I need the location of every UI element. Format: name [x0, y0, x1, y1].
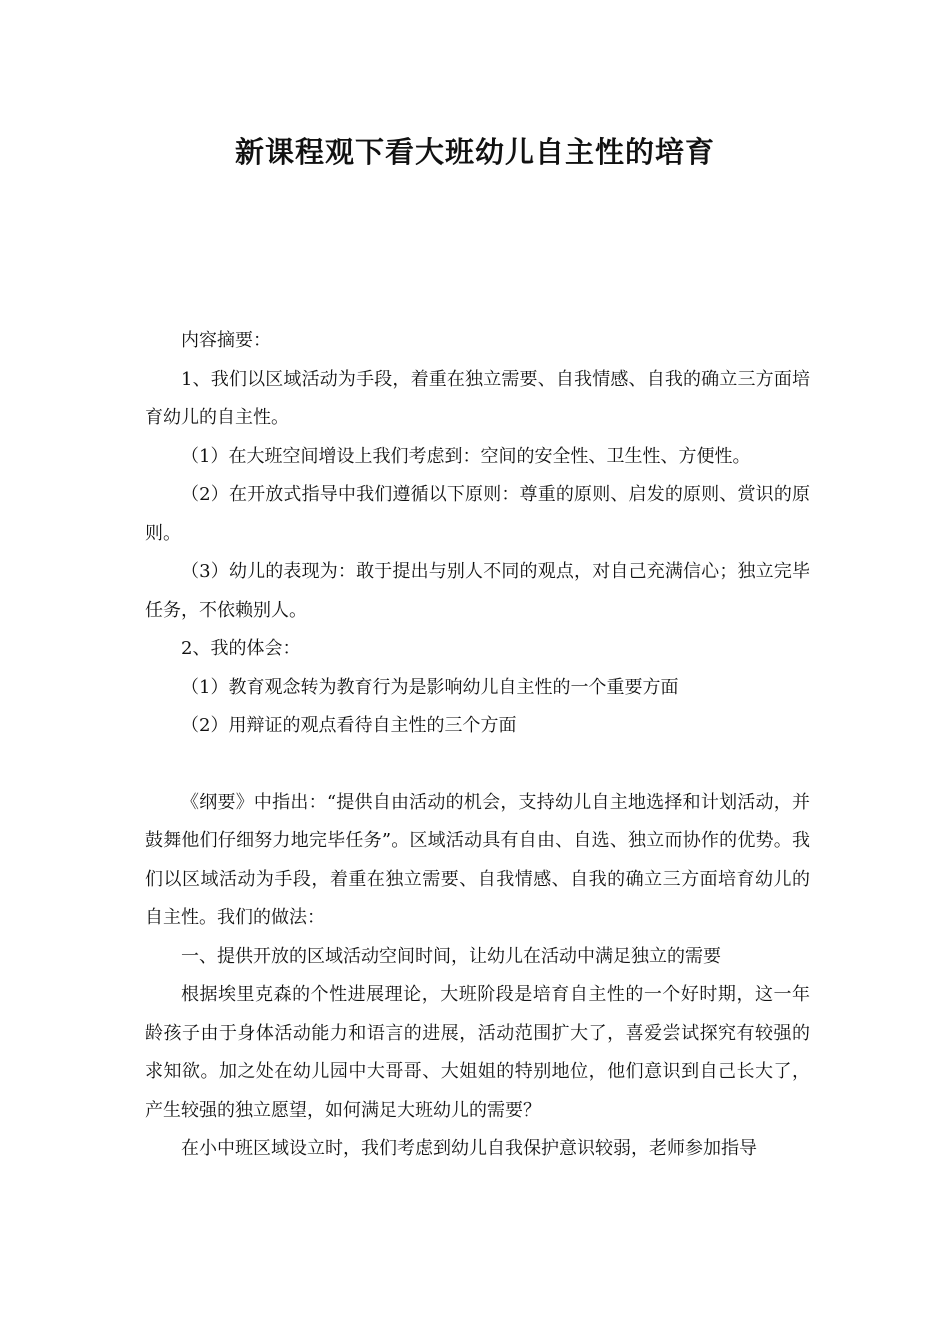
abstract-point-2: 2、我的体会：	[181, 638, 301, 659]
abstract-heading: 内容摘要：	[181, 330, 271, 351]
abstract-point-1-sub-2: （2）在开放式指导中我们遵循以下原则：尊重的原则、启发的原则、赏识的原则。	[145, 484, 810, 544]
abstract-point-1-sub-3: （3）幼儿的表现为：敢于提出与别人不同的观点，对自己充满信心；独立完毕任务，不依赖别人。	[145, 561, 810, 621]
abstract-point-1-sub-1: （1）在大班空间增设上我们考虑到：空间的安全性、卫生性、方便性。	[181, 445, 751, 467]
abstract-point-2-sub-1: （1）教育观念转为教育行为是影响幼儿自主性的一个重要方面	[181, 676, 679, 698]
section-1-paragraph-1: 根据埃里克森的个性进展理论，大班阶段是培育自主性的一个好时期，这一年龄孩子由于身体活动能力和语言的进展，活动范围扩大了，喜爱尝试探究有较强的求知欲。加之处在幼儿园中大哥哥、大姐姐的特别地位，他们意识到自己长大了，产生较强的独立愿望，如何满足大班幼儿的需要？	[145, 984, 810, 1121]
section-1-heading: 一、提供开放的区域活动空间时间，让幼儿在活动中满足独立的需要	[181, 945, 721, 967]
document-body	[145, 322, 810, 1169]
body-intro-paragraph: 《纲要》中指出：“提供自由活动的机会，支持幼儿自主地选择和计划活动，并鼓舞他们仔细努力地完毕任务”。区域活动具有自由、自选、独立而协作的优势。我们以区域活动为手段，着重在独立需要、自我情感、自我的确立三方面培育幼儿的自主性。我们的做法：	[145, 791, 810, 928]
document-title: 新课程观下看大班幼儿自主性的培育	[234, 135, 715, 169]
abstract-point-2-sub-2: （2）用辩证的观点看待自主性的三个方面	[181, 715, 517, 736]
abstract-point-1: 1、我们以区域活动为手段，着重在独立需要、自我情感、自我的确立三方面培育幼儿的自主性。	[145, 368, 810, 428]
section-1-paragraph-2: 在小中班区域设立时，我们考虑到幼儿自我保护意识较弱，老师参加指导	[181, 1138, 757, 1159]
paragraph-spacer	[145, 746, 810, 784]
